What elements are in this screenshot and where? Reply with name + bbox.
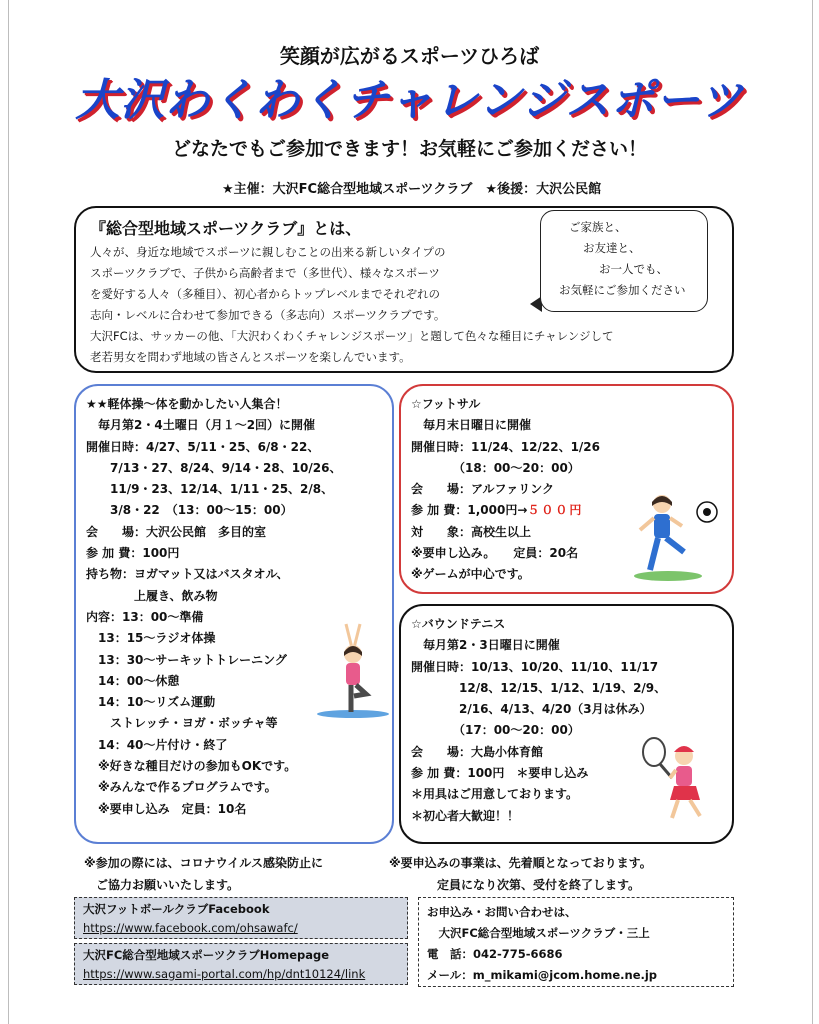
event-line: ※好きな種目だけの参加もOKです。 bbox=[86, 759, 297, 774]
speech-bubble bbox=[540, 210, 708, 312]
event-line: ※ゲームが中心です。 bbox=[411, 567, 530, 582]
event-line: ＊初心者大歓迎！！ bbox=[411, 808, 520, 823]
event-line: 7/13・27、8/24、9/14・28、10/26、 bbox=[86, 460, 342, 475]
discounted-fee: ５００円 bbox=[527, 503, 584, 518]
event-line: ☆フットサル bbox=[411, 397, 481, 411]
bubble-line: お一人でも、 bbox=[599, 262, 668, 276]
event-line: 13：15～ラジオ体操 bbox=[86, 631, 216, 646]
contact-line: 大沢FC総合型地域スポーツクラブ・三上 bbox=[427, 926, 650, 940]
bubble-line: お友達と、 bbox=[583, 241, 641, 255]
event-line: ※みんなで作るプログラムです。 bbox=[86, 780, 277, 795]
event-line: 14：40～片付け・終了 bbox=[86, 737, 228, 752]
event-line: （17：00～20：00） bbox=[411, 723, 580, 738]
event-line: 毎月末日曜日に開催 bbox=[411, 418, 532, 433]
bubble-line: ご家族と、 bbox=[569, 220, 627, 234]
facebook-url[interactable]: https://www.facebook.com/ohsawafc/ bbox=[83, 921, 298, 935]
covid-note bbox=[84, 852, 323, 896]
event-line: 開催日時：10/13、10/20、11/10、11/17 bbox=[411, 659, 659, 674]
exercise-event-box bbox=[74, 384, 394, 844]
note-line: ※参加の際には、コロナウイルス感染防止に bbox=[84, 856, 323, 870]
soccer-player-illustration bbox=[632, 490, 722, 582]
event-line: 14：10～リズム運動 bbox=[86, 695, 216, 710]
yoga-woman-illustration bbox=[316, 622, 390, 718]
event-line: 持ち物：ヨガマット又はバスタオル、 bbox=[86, 567, 289, 582]
homepage-label: 大沢FC総合型地域スポーツクラブHomepage bbox=[83, 948, 330, 962]
facebook-link-box bbox=[74, 897, 408, 939]
event-line: 参 加 費：100円 bbox=[86, 546, 180, 561]
intro-line: 志向・レベルに合わせて参加できる（多志向）スポーツクラブです。 bbox=[90, 308, 446, 322]
event-line: 14：00～休憩 bbox=[86, 673, 180, 688]
event-line: 対 象：高校生以上 bbox=[411, 524, 532, 539]
fee-label: 参 加 費：1,000円→ bbox=[411, 503, 528, 518]
event-line: 開催日時：4/27、5/11・25、6/8・22、 bbox=[86, 439, 320, 454]
event-line: 参 加 費：100円 ＊要申し込み bbox=[411, 766, 589, 781]
event-line: 毎月第2・4土曜日（月１～2回）に開催 bbox=[86, 418, 316, 433]
intro-line: 大沢FCは、サッカーの他、「大沢わくわくチャレンジスポーツ」と題して色々な種目にチャレンジして bbox=[90, 329, 614, 343]
event-line: ＊用具はご用意しております。 bbox=[411, 787, 579, 802]
event-line: 会 場：大沢公民館 多目的室 bbox=[86, 524, 267, 539]
event-line: ★★軽体操～体を動かしたい人集合！ bbox=[86, 397, 288, 411]
event-line: 内容：13：00～準備 bbox=[86, 609, 204, 624]
event-line: 毎月第2・3日曜日に開催 bbox=[411, 638, 560, 653]
contact-phone: 電 話：042-775-6686 bbox=[427, 947, 563, 961]
homepage-link-box bbox=[74, 943, 408, 985]
intro-line: を愛好する人々（多種目）、初心者からトップレベルまでそれぞれの bbox=[90, 287, 440, 301]
event-line: 会 場：大島小体育館 bbox=[411, 744, 544, 759]
intro-heading: 『総合型地域スポーツクラブ』とは、 bbox=[90, 219, 362, 238]
invite-text: どなたでもご参加できます！お気軽にご参加ください！ bbox=[171, 138, 647, 160]
event-line: ストレッチ・ヨガ・ボッチャ等 bbox=[86, 716, 278, 731]
event-line: （18：00～20：00） bbox=[411, 460, 580, 475]
note-line: 定員になり次第、受付を終了します。 bbox=[389, 878, 641, 892]
event-line: 11/9・23、12/14、1/11・25、2/8、 bbox=[86, 482, 334, 497]
intro-line: 人々が、身近な地域でスポーツに親しむことの出来る新しいタイプの bbox=[90, 245, 446, 259]
note-line: ご協力お願いいたします。 bbox=[84, 878, 240, 892]
event-line: 上履き、飲み物 bbox=[86, 588, 218, 603]
event-line: 2/16、4/13、4/20（3月は休み） bbox=[411, 702, 652, 717]
intro-line: スポーツクラブで、子供から高齢者まで（多世代）、様々なスポーツ bbox=[90, 266, 440, 280]
tennis-player-illustration bbox=[638, 730, 718, 822]
flyer-title: 大沢わくわくチャレンジスポーツ bbox=[75, 75, 744, 126]
event-line: ※要申し込み 定員：10名 bbox=[86, 801, 247, 816]
organizer-line: ★主催：大沢FC総合型地域スポーツクラブ ★後援：大沢公民館 bbox=[222, 182, 602, 197]
event-line: 会 場：アルファリンク bbox=[411, 482, 555, 497]
event-line: 12/8、12/15、1/12、1/19、2/9、 bbox=[411, 680, 667, 695]
application-note bbox=[389, 852, 652, 896]
intro-line: 老若男女を問わず地域の皆さんとスポーツを楽しんでいます。 bbox=[90, 350, 411, 364]
note-line: ※要申込みの事業は、先着順となっております。 bbox=[389, 856, 652, 870]
facebook-label: 大沢フットボールクラブFacebook bbox=[83, 902, 270, 916]
event-line: ※要申し込み。 定員：20名 bbox=[411, 546, 579, 561]
contact-line: お申込み・お問い合わせは、 bbox=[427, 905, 577, 919]
tagline: 笑顔が広がるスポーツひろば bbox=[279, 44, 540, 68]
contact-box bbox=[418, 897, 734, 987]
bubble-line: お気軽にご参加ください bbox=[559, 283, 686, 297]
event-line: 開催日時：11/24、12/22、1/26 bbox=[411, 439, 600, 454]
event-line: ☆バウンドテニス bbox=[411, 617, 506, 631]
event-line: 3/8・22 （13：00～15：00） bbox=[86, 503, 293, 518]
event-line: 13：30～サーキットトレーニング bbox=[86, 652, 287, 667]
homepage-url[interactable]: https://www.sagami-portal.com/hp/dnt10124/link bbox=[83, 967, 366, 981]
contact-email[interactable]: メール：m_mikami@jcom.home.ne.jp bbox=[427, 968, 658, 982]
